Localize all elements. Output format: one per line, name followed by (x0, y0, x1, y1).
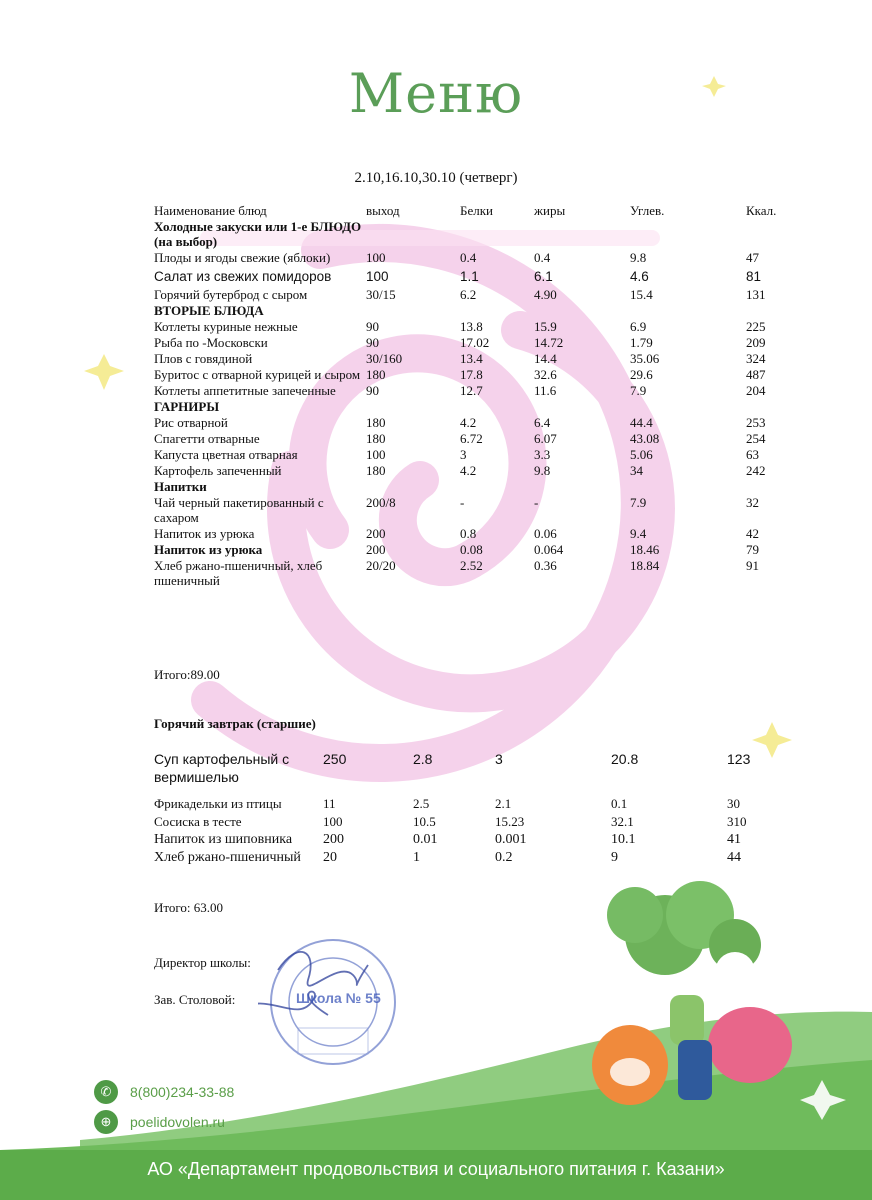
dish-name: Спагетти отварные (154, 431, 260, 446)
protein: 2.52 (460, 558, 483, 573)
protein: 0.8 (460, 526, 477, 541)
fat: 11.6 (534, 383, 557, 398)
carbs: 15.4 (630, 287, 653, 302)
carbs: 35.06 (630, 351, 660, 366)
kcal: 63 (746, 447, 759, 462)
dish-name: Напиток из шиповника (154, 832, 293, 847)
portion: 30/160 (366, 351, 403, 366)
kcal: 310 (727, 814, 747, 829)
header-kcal: Ккал. (746, 203, 777, 218)
protein: 12.7 (460, 383, 483, 398)
kcal: 42 (746, 526, 759, 541)
phone-icon: ✆ (94, 1080, 118, 1104)
fat: 0.064 (534, 542, 564, 557)
header-fat: жиры (534, 203, 566, 218)
kcal: 44 (727, 850, 741, 865)
carbs: 44.4 (630, 415, 653, 430)
fat: 6.07 (534, 431, 557, 446)
carbs: 7.9 (630, 383, 647, 398)
fat: - (534, 495, 539, 510)
fat: 0.06 (534, 526, 557, 541)
carbs: 18.46 (630, 542, 660, 557)
fat: 6.1 (534, 269, 553, 284)
portion: 100 (366, 269, 389, 284)
protein: 17.8 (460, 367, 483, 382)
fat: 3 (495, 751, 503, 767)
protein: - (460, 495, 465, 510)
portion: 20 (323, 850, 337, 865)
dish-name: Суп картофельный с вермишелью (154, 751, 290, 785)
menu-date: 2.10,16.10,30.10 (четверг) (354, 170, 518, 186)
fat: 32.6 (534, 367, 557, 382)
portion: 20/20 (366, 558, 396, 573)
globe-icon: ⊕ (94, 1110, 118, 1134)
fat: 2.1 (495, 796, 512, 811)
portion: 200 (323, 832, 344, 847)
carbs: 1.79 (630, 335, 653, 350)
contact-phone (94, 1080, 234, 1104)
fat: 6.4 (534, 415, 551, 430)
carbs: 6.9 (630, 319, 647, 334)
header-carbs: Углев. (630, 203, 665, 218)
carbs: 5.06 (630, 447, 653, 462)
portion: 90 (366, 383, 379, 398)
carbs: 29.6 (630, 367, 653, 382)
header-name: Наименование блюд (154, 203, 267, 218)
kcal: 209 (746, 335, 766, 350)
protein: 4.2 (460, 415, 477, 430)
portion: 11 (323, 796, 336, 811)
carbs: 7.9 (630, 495, 647, 510)
onion-icon (592, 1025, 668, 1105)
portion: 180 (366, 463, 386, 478)
fat: 0.2 (495, 850, 513, 865)
carbs: 10.1 (611, 832, 636, 847)
dish-name: Картофель запеченный (154, 463, 282, 478)
website-link[interactable]: poelidovolen.ru (130, 1114, 225, 1130)
fat: 0.001 (495, 832, 527, 847)
fat: 4.90 (534, 287, 557, 302)
kcal: 123 (727, 751, 751, 767)
portion: 100 (366, 250, 386, 265)
lunch-total: Итого:89.00 (154, 667, 220, 682)
page-title: Меню (348, 62, 524, 125)
protein: 0.08 (460, 542, 483, 557)
dish-name: Горячий бутерброд с сыром (154, 287, 308, 302)
kcal: 30 (727, 796, 740, 811)
protein: 2.5 (413, 796, 430, 811)
dish-name: Капуста цветная отварная (154, 447, 298, 462)
protein: 0.4 (460, 250, 477, 265)
carbs: 9.4 (630, 526, 647, 541)
dish-name: Рис отварной (154, 415, 228, 430)
protein: 10.5 (413, 814, 436, 829)
dish-name: Плов с говядиной (154, 351, 253, 366)
phone-number: 8(800)234-33-88 (130, 1084, 235, 1100)
protein: 0.01 (413, 832, 438, 847)
footer-company: АО «Департамент продовольствия и социального питания г. Казани» (147, 1159, 725, 1179)
dish-name: Напиток из урюка (154, 526, 255, 541)
protein: 6.72 (460, 431, 483, 446)
section-drinks: Напитки (154, 479, 207, 494)
protein: 4.2 (460, 463, 477, 478)
fat: 14.4 (534, 351, 557, 366)
carbs: 43.08 (630, 431, 660, 446)
portion: 180 (366, 431, 386, 446)
portion: 200 (366, 542, 386, 557)
portion: 250 (323, 751, 347, 767)
fat: 9.8 (534, 463, 551, 478)
protein: 1 (413, 850, 420, 865)
kcal: 253 (746, 415, 766, 430)
stamp-label: Школа № 55 (296, 990, 381, 1006)
portion: 100 (323, 814, 343, 829)
dish-name: Рыба по -Московски (154, 335, 268, 350)
contact-website (94, 1110, 225, 1134)
kcal: 32 (746, 495, 759, 510)
dish-name: Салат из свежих помидоров (154, 269, 332, 284)
header-portion: выход (366, 203, 400, 218)
section-second: ВТОРЫЕ БЛЮДА (154, 303, 264, 318)
portion: 180 (366, 367, 386, 382)
protein: 2.8 (413, 751, 433, 767)
kcal: 41 (727, 832, 741, 847)
fat: 14.72 (534, 335, 564, 350)
portion: 100 (366, 447, 386, 462)
protein: 17.02 (460, 335, 490, 350)
fat: 0.4 (534, 250, 551, 265)
dish-name: Фрикадельки из птицы (154, 796, 282, 811)
kcal: 254 (746, 431, 766, 446)
dish-name: Буритос с отварной курицей и сыром (154, 367, 361, 382)
portion: 90 (366, 319, 379, 334)
section-garnish: ГАРНИРЫ (154, 399, 220, 414)
kcal: 487 (746, 367, 766, 382)
fat: 3.3 (534, 447, 551, 462)
dish-name: Напиток из урюка (154, 542, 263, 557)
header-protein: Белки (460, 203, 493, 218)
kcal: 204 (746, 383, 766, 398)
kcal: 324 (746, 351, 766, 366)
dish-name: Хлеб ржано-пшеничный (154, 850, 301, 865)
carbs: 4.6 (630, 269, 649, 284)
kcal: 131 (746, 287, 766, 302)
breakfast-total: Итого: 63.00 (154, 900, 224, 915)
fat: 0.36 (534, 558, 557, 573)
carbs: 9 (611, 850, 618, 865)
protein: 6.2 (460, 287, 477, 302)
director-signature-line: Директор школы: (154, 955, 251, 970)
canteen-signature-line: Зав. Столовой: (154, 992, 236, 1007)
kcal: 47 (746, 250, 759, 265)
portion: 90 (366, 335, 379, 350)
carbs: 9.8 (630, 250, 647, 265)
beet-chef-icon (705, 952, 792, 1083)
breakfast-title: Горячий завтрак (старшие) (154, 716, 316, 731)
protein: 13.4 (460, 351, 483, 366)
carbs: 18.84 (630, 558, 660, 573)
portion: 180 (366, 415, 386, 430)
dish-name: Чай черный пакетированный с сахаром (154, 495, 324, 525)
dish-name: Котлеты аппетитные запеченные (154, 383, 336, 398)
portion: 30/15 (366, 287, 396, 302)
dish-name: Котлеты куриные нежные (154, 319, 298, 334)
kcal: 242 (746, 463, 766, 478)
fat: 15.23 (495, 814, 525, 829)
section-cold: Холодные закуски или 1-е БЛЮДО (на выбор) (154, 219, 362, 249)
dish-name: Хлеб ржано-пшеничный, хлеб пшеничный (154, 558, 323, 588)
protein: 1.1 (460, 269, 479, 284)
fat: 15.9 (534, 319, 557, 334)
kcal: 79 (746, 542, 759, 557)
protein: 13.8 (460, 319, 483, 334)
dish-name: Сосиска в тесте (154, 814, 242, 829)
waiter-icon (678, 1040, 712, 1100)
carbs: 0.1 (611, 796, 628, 811)
portion: 200 (366, 526, 386, 541)
kcal: 225 (746, 319, 766, 334)
carbs: 20.8 (611, 751, 639, 767)
carbs: 34 (630, 463, 643, 478)
carbs: 32.1 (611, 814, 634, 829)
protein: 3 (460, 447, 467, 462)
dish-name: Плоды и ягоды свежие (яблоки) (154, 250, 331, 265)
kcal: 91 (746, 558, 759, 573)
kcal: 81 (746, 269, 762, 284)
portion: 200/8 (366, 495, 396, 510)
